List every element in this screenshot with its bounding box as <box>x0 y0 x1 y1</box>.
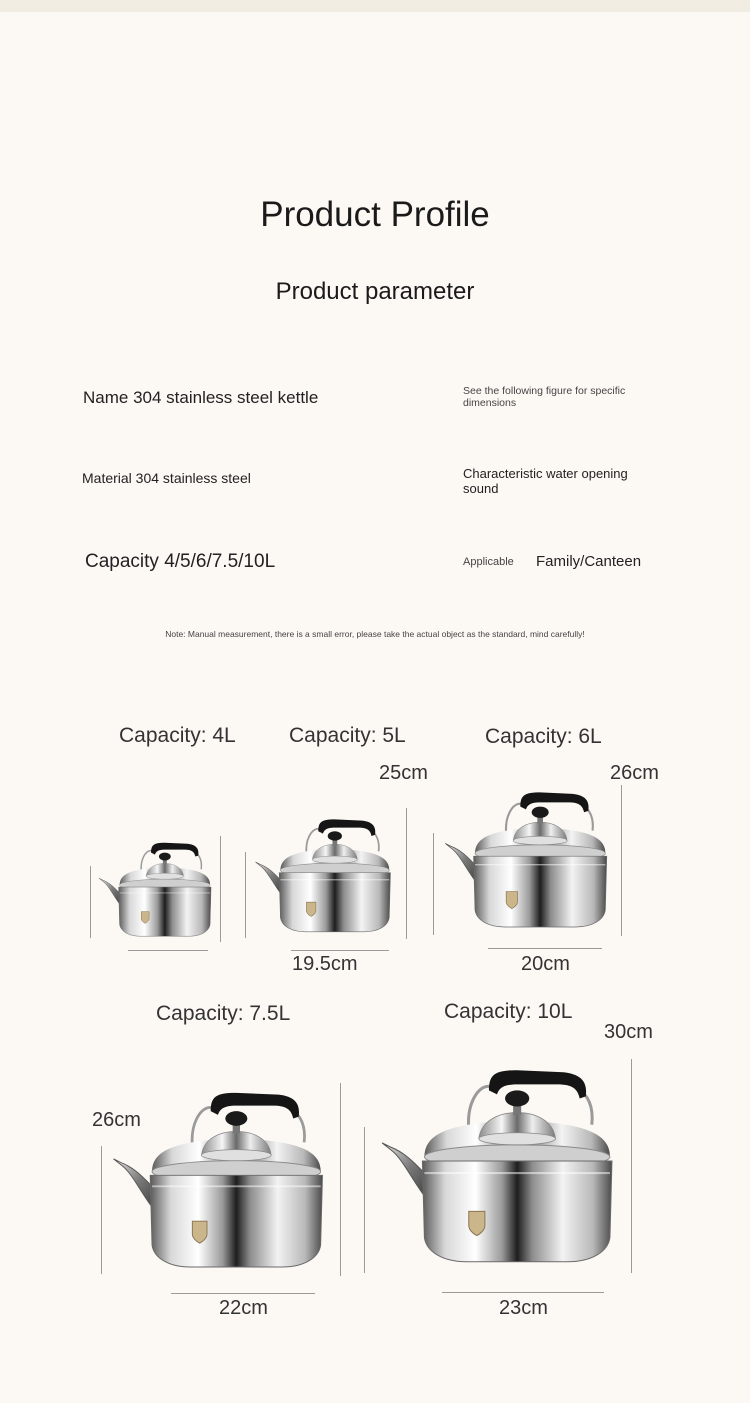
page-title: Product Profile <box>260 195 490 234</box>
param-material: Material 304 stainless steel <box>82 470 251 486</box>
dimension-line <box>406 808 407 939</box>
height-label-7-5l: 26cm <box>92 1109 141 1131</box>
dimension-line <box>90 866 91 938</box>
dimension-line <box>488 948 602 949</box>
measurement-note: Note: Manual measurement, there is a small error, please take the actual object as the standard, mind carefully! <box>165 629 585 639</box>
height-label-5l: 25cm <box>379 762 428 784</box>
section-subtitle: Product parameter <box>275 278 475 305</box>
param-dimensions-note-line2: dimensions <box>463 397 517 409</box>
dimension-line <box>245 852 246 938</box>
param-capacity: Capacity 4/5/6/7.5/10L <box>85 551 276 572</box>
param-applicable-label: Applicable <box>463 556 514 568</box>
height-label-10l: 30cm <box>604 1021 653 1043</box>
capacity-label-5l: Capacity: 5L <box>289 724 406 747</box>
kettle-7-5l-image <box>108 1076 328 1282</box>
top-strip <box>0 0 750 12</box>
dimension-line <box>128 950 208 951</box>
param-applicable-value: Family/Canteen <box>536 553 642 570</box>
param-dimensions-note-line1: See the following figure for specific <box>463 385 626 397</box>
param-characteristic <box>463 466 628 496</box>
param-name: Name 304 stainless steel kettle <box>83 388 319 407</box>
capacity-label-7-5l: Capacity: 7.5L <box>156 1002 291 1025</box>
kettle-6l-image <box>441 778 611 940</box>
param-dimensions-note <box>463 385 625 409</box>
height-label-6l: 26cm <box>610 762 659 784</box>
width-label-5l: 19.5cm <box>292 953 358 975</box>
dimension-line <box>340 1083 341 1276</box>
width-label-7-5l: 22cm <box>219 1297 268 1319</box>
kettle-10l-image <box>376 1050 618 1280</box>
dimension-line <box>220 836 221 942</box>
dimension-line <box>101 1146 102 1274</box>
dimension-line <box>171 1293 315 1294</box>
param-characteristic-line2: sound <box>463 481 499 496</box>
dimension-line <box>621 785 622 936</box>
capacity-label-6l: Capacity: 6L <box>485 725 602 748</box>
width-label-10l: 23cm <box>499 1297 548 1319</box>
width-label-6l: 20cm <box>521 953 570 975</box>
dimension-line <box>433 833 434 935</box>
kettle-5l-image <box>252 806 394 944</box>
dimension-line <box>631 1059 632 1273</box>
capacity-label-10l: Capacity: 10L <box>444 1000 573 1023</box>
dimension-line <box>442 1292 604 1293</box>
dimension-line <box>364 1127 365 1273</box>
dimension-line <box>291 950 389 951</box>
param-characteristic-line1: Characteristic water opening <box>463 466 628 481</box>
capacity-label-4l: Capacity: 4L <box>119 724 236 747</box>
kettle-4l-image <box>96 832 214 946</box>
